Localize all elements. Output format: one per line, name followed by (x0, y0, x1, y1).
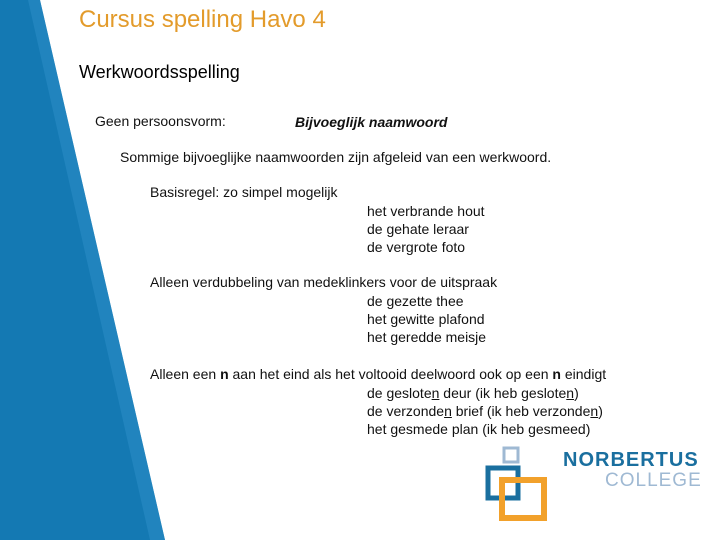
logo-text-college: COLLEGE (605, 470, 702, 491)
label-geen-persoonsvorm: Geen persoonsvorm: (95, 113, 226, 129)
rule2-example: de gezette thee (367, 293, 464, 309)
rule1-heading: Basisregel: zo simpel mogelijk (150, 184, 338, 200)
rule1-example: het verbrande hout (367, 203, 485, 219)
slide-title: Cursus spelling Havo 4 (79, 6, 326, 33)
rule3-example: het gesmede plan (ik heb gesmeed) (367, 421, 591, 437)
rule1-example: de vergrote foto (367, 239, 466, 255)
rule2-heading: Alleen verdubbeling van medeklinkers voor de uitspraak (150, 274, 498, 290)
label-bijvoeglijk-naamwoord: Bijvoeglijk naamwoord (295, 114, 448, 130)
slide-subtitle: Werkwoordsspelling (79, 62, 240, 82)
rule1-example: de gehate leraar (367, 221, 469, 237)
rule2-example: het gewitte plafond (367, 311, 485, 327)
rule3-example: de gesloten deur (ik heb gesloten) (367, 385, 579, 401)
rule3-heading: Alleen een n aan het eind als het voltooid deelwoord ook op een n eindigt (150, 366, 607, 382)
intro-text: Sommige bijvoeglijke naamwoorden zijn afgeleid van een werkwoord. (120, 149, 552, 165)
rule3-example: de verzonden brief (ik heb verzonden) (367, 403, 603, 419)
rule2-example: het geredde meisje (367, 329, 487, 345)
logo-text-norbertus: NORBERTUS (563, 449, 699, 471)
